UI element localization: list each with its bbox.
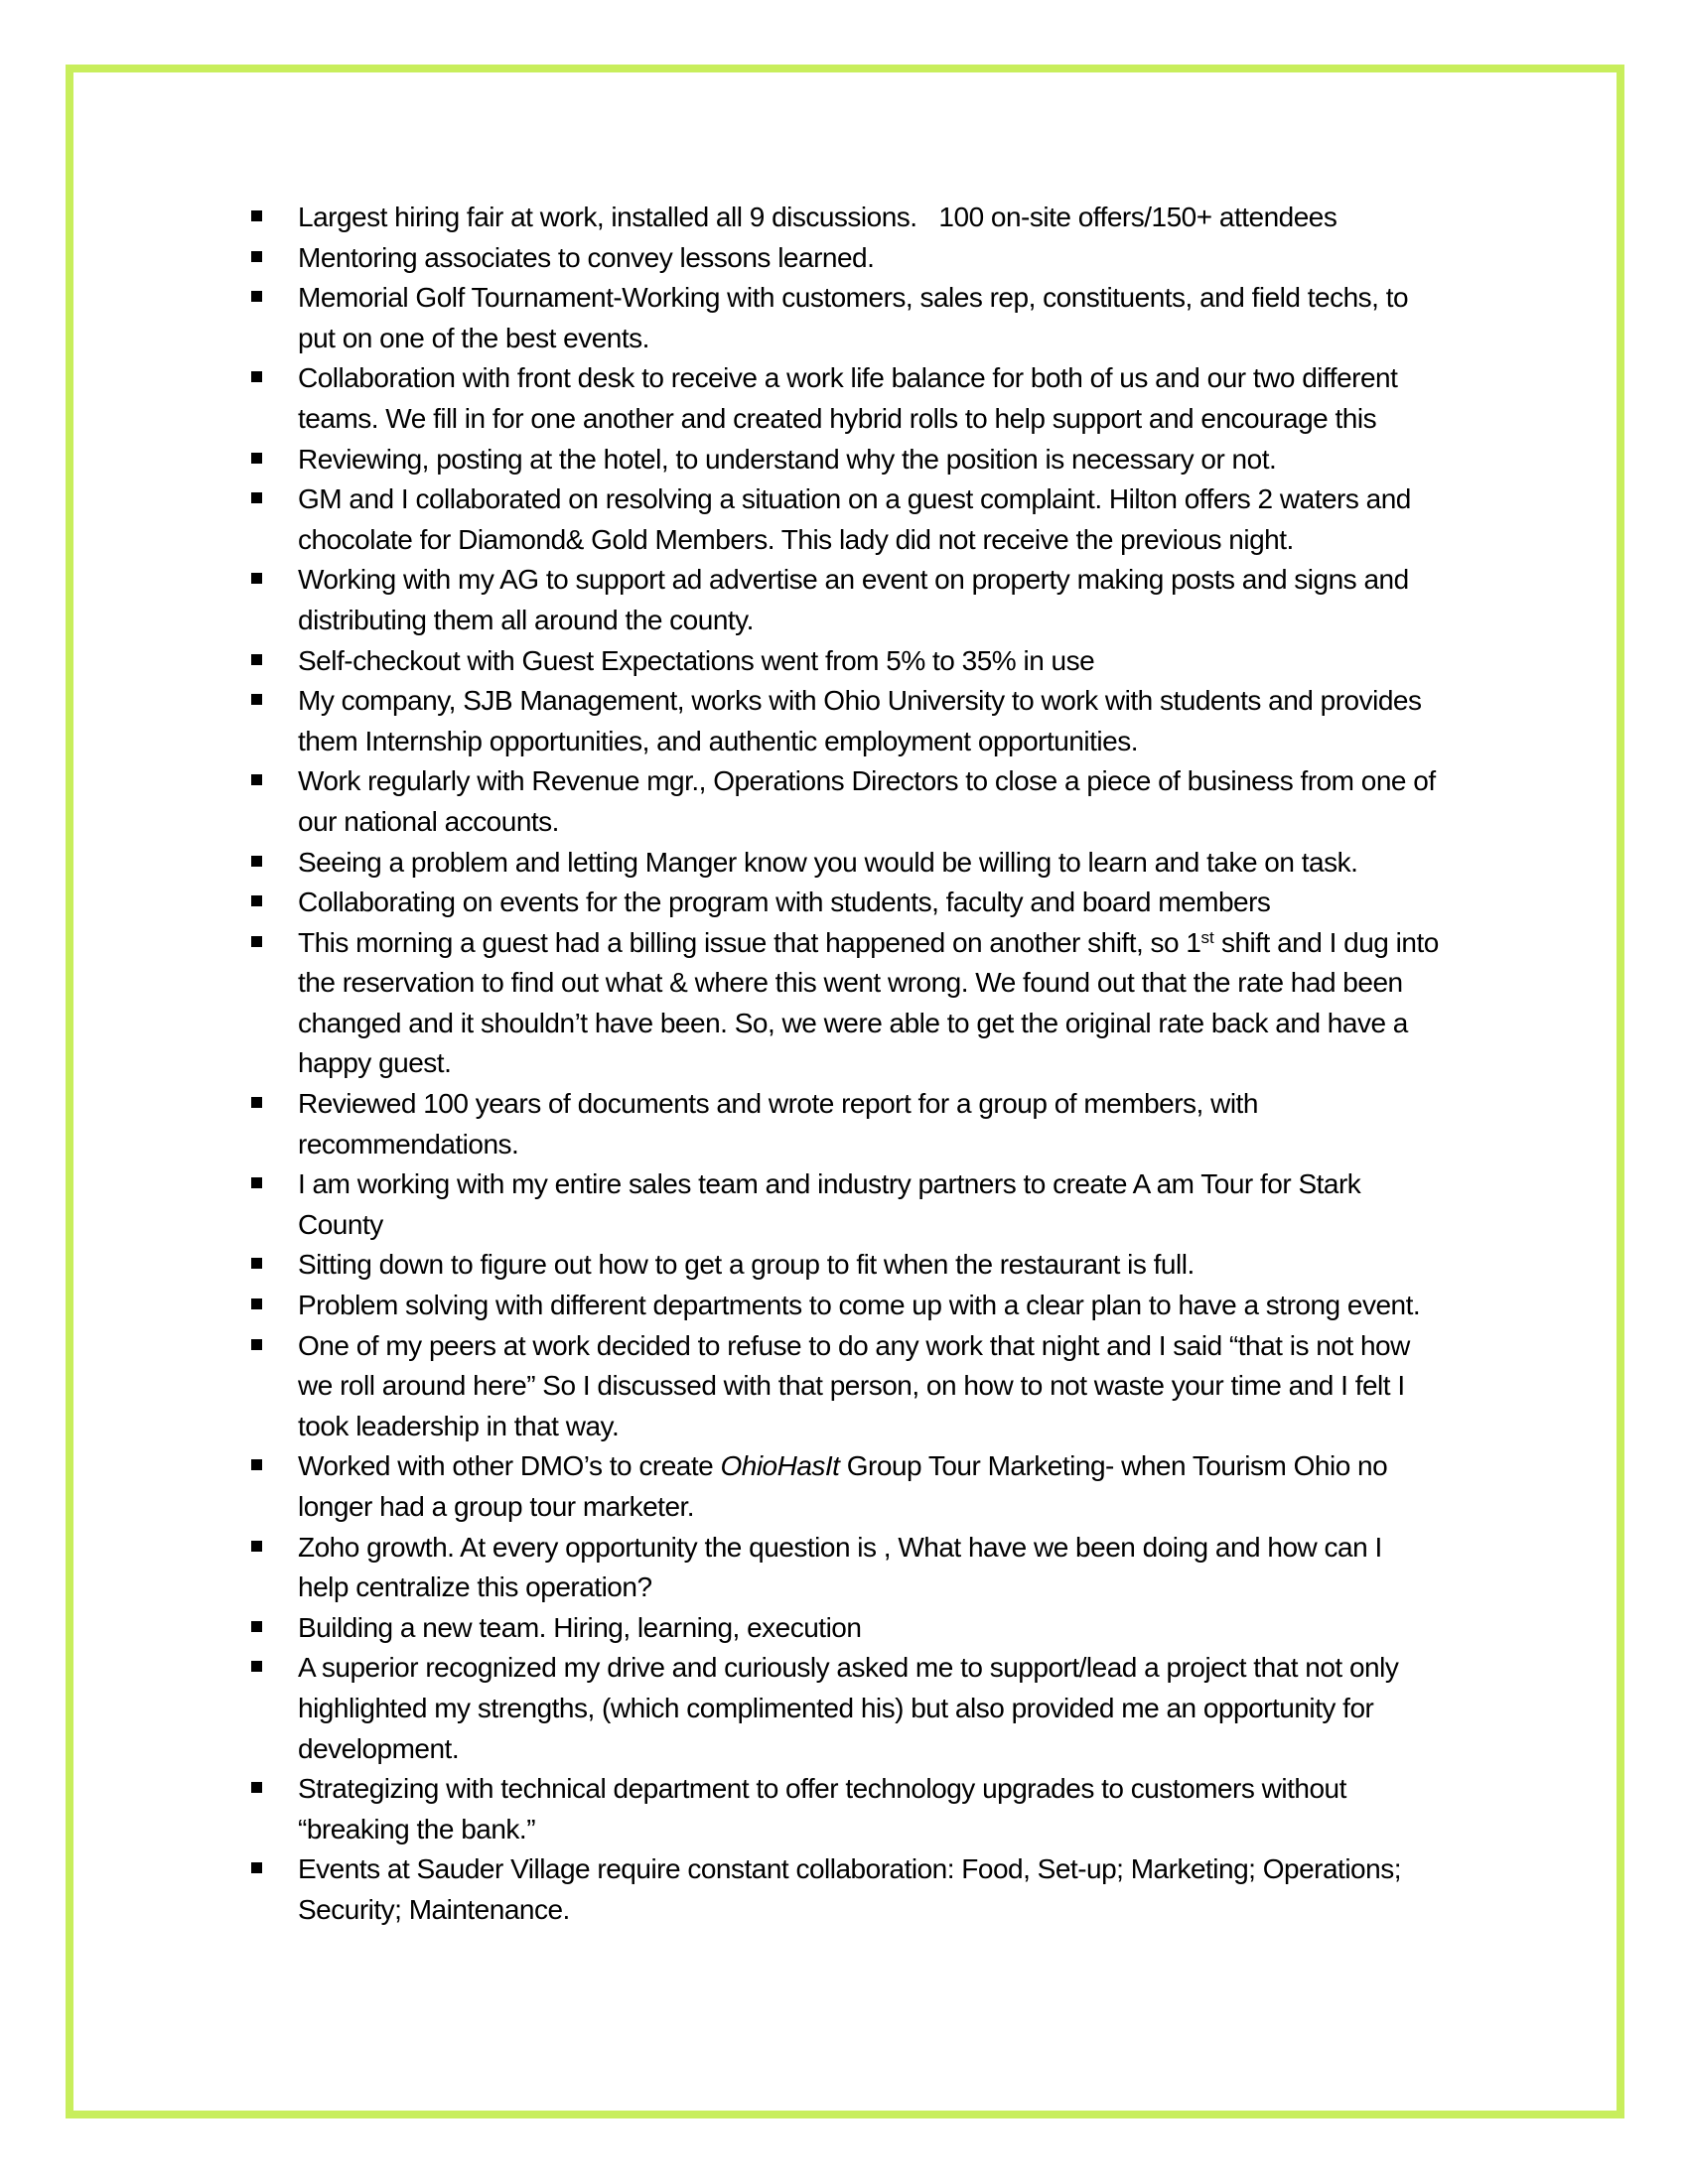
text-line: Work regularly with Revenue mgr., Operations Directors to close a piece of business from one of xyxy=(298,765,1436,797)
bullet-square-icon xyxy=(251,251,262,262)
bullet-square-icon xyxy=(251,1258,262,1269)
text-line: Security; Maintenance. xyxy=(298,1893,570,1925)
text-line: longer had a group tour marketer. xyxy=(298,1491,695,1522)
bullet-cell xyxy=(251,560,298,640)
text-line: development. xyxy=(298,1732,460,1764)
list-item-text xyxy=(298,1446,1387,1527)
list-item xyxy=(251,1769,1542,1849)
text-line: them Internship opportunities, and authentic employment opportunities. xyxy=(298,725,1138,756)
list-item-text xyxy=(298,440,1276,480)
bullet-cell xyxy=(251,923,298,1084)
list-item xyxy=(251,923,1542,1084)
bullet-cell xyxy=(251,1245,298,1286)
bullet-square-icon xyxy=(251,1177,262,1188)
text-line: put on one of the best events. xyxy=(298,322,649,353)
bullet-square-icon xyxy=(251,654,262,665)
text-line: GM and I collaborated on resolving a situation on a guest complaint. Hilton offers 2 waters and xyxy=(298,483,1411,515)
list-item xyxy=(251,1849,1542,1930)
bullet-cell xyxy=(251,1528,298,1608)
bullet-square-icon xyxy=(251,1661,262,1672)
text-line: chocolate for Diamond& Gold Members. This lady did not receive the previous night. xyxy=(298,523,1294,555)
bullet-square-icon xyxy=(251,492,262,503)
bullet-cell xyxy=(251,883,298,923)
bullet-square-icon xyxy=(251,1097,262,1108)
bullet-square-icon xyxy=(251,1298,262,1309)
bullet-list xyxy=(251,198,1542,1931)
text-line: recommendations. xyxy=(298,1128,519,1160)
bullet-cell xyxy=(251,198,298,238)
list-item-text xyxy=(298,1164,1360,1245)
list-item xyxy=(251,681,1542,761)
list-item xyxy=(251,1164,1542,1245)
text-line: Largest hiring fair at work, installed all 9 discussions. 100 on-site offers/150+ attendees xyxy=(298,202,1337,232)
bullet-square-icon xyxy=(251,1339,262,1350)
list-item-text xyxy=(298,681,1421,761)
bullet-cell xyxy=(251,1648,298,1769)
list-item-text xyxy=(298,843,1357,884)
bullet-square-icon xyxy=(251,774,262,785)
list-item-text xyxy=(298,883,1270,923)
list-item-text xyxy=(298,641,1094,682)
list-item-text xyxy=(298,1084,1258,1164)
list-item-text xyxy=(298,238,874,279)
list-item-text xyxy=(298,1528,1382,1608)
text-line: Working with my AG to support ad advertise an event on property making posts and signs and xyxy=(298,564,1409,596)
list-item xyxy=(251,1648,1542,1769)
list-item xyxy=(251,1608,1542,1649)
text-line: distributing them all around the county. xyxy=(298,604,754,635)
bullet-cell xyxy=(251,1608,298,1649)
text-line: County xyxy=(298,1208,383,1240)
text-line: One of my peers at work decided to refuse to do any work that night and I said “that is not how xyxy=(298,1329,1410,1361)
bullet-cell xyxy=(251,358,298,439)
bullet-square-icon xyxy=(251,694,262,705)
bullet-cell xyxy=(251,641,298,682)
bullet-cell xyxy=(251,1769,298,1849)
text-line: Building a new team. Hiring, learning, execution xyxy=(298,1611,862,1643)
text-line: Reviewing, posting at the hotel, to understand why the position is necessary or not. xyxy=(298,443,1277,475)
list-item xyxy=(251,278,1542,358)
bullet-cell xyxy=(251,1326,298,1447)
list-item-text xyxy=(298,1608,861,1649)
list-item xyxy=(251,843,1542,884)
text-line: Collaborating on events for the program with students, faculty and board members xyxy=(298,887,1271,918)
text-line: Sitting down to figure out how to get a group to fit when the restaurant is full. xyxy=(298,1249,1195,1281)
text-line: changed and it shouldn’t have been. So, we were able to get the original rate back and have a xyxy=(298,1007,1408,1038)
list-item-text xyxy=(298,358,1397,439)
list-item-text xyxy=(298,1286,1420,1326)
list-item xyxy=(251,198,1542,238)
text-line: teams. We fill in for one another and created hybrid rolls to help support and encourage this xyxy=(298,402,1377,434)
list-item xyxy=(251,479,1542,560)
bullet-cell xyxy=(251,479,298,560)
list-item xyxy=(251,1446,1542,1527)
text-line: help centralize this operation? xyxy=(298,1571,652,1603)
list-item xyxy=(251,761,1542,842)
bullet-square-icon xyxy=(251,1621,262,1632)
text-line: This morning a guest had a billing issue that happened on another shift, so 1st shift and I dug into xyxy=(298,926,1439,958)
bullet-cell xyxy=(251,1849,298,1930)
text-line: Strategizing with technical department to offer technology upgrades to customers without xyxy=(298,1773,1346,1805)
bullet-cell xyxy=(251,1164,298,1245)
list-item xyxy=(251,1245,1542,1286)
text-line: Zoho growth. At every opportunity the question is , What have we been doing and how can I xyxy=(298,1531,1382,1563)
bullet-square-icon xyxy=(251,453,262,464)
bullet-square-icon xyxy=(251,210,262,221)
text-line: Self-checkout with Guest Expectations went from 5% to 35% in use xyxy=(298,644,1095,676)
list-item xyxy=(251,1286,1542,1326)
list-item-text xyxy=(298,1648,1398,1769)
list-item xyxy=(251,358,1542,439)
text-line: our national accounts. xyxy=(298,805,559,837)
list-item-text xyxy=(298,479,1411,560)
text-line: My company, SJB Management, works with Ohio University to work with students and provides xyxy=(298,685,1422,717)
list-item xyxy=(251,1528,1542,1608)
list-item xyxy=(251,560,1542,640)
text-line: Collaboration with front desk to receive a work life balance for both of us and our two different xyxy=(298,362,1398,394)
bullet-square-icon xyxy=(251,1459,262,1470)
superscript-text: st xyxy=(1200,927,1214,947)
text-line: took leadership in that way. xyxy=(298,1410,620,1441)
text-line: Worked with other DMO’s to create OhioHasIt Group Tour Marketing- when Tourism Ohio no xyxy=(298,1450,1388,1482)
list-item-text xyxy=(298,278,1408,358)
bullet-cell xyxy=(251,761,298,842)
bullet-cell xyxy=(251,1084,298,1164)
list-item-text xyxy=(298,560,1409,640)
bullet-cell xyxy=(251,1446,298,1527)
bullet-cell xyxy=(251,843,298,884)
text-line: I am working with my entire sales team and industry partners to create A am Tour for Stark xyxy=(298,1168,1361,1200)
list-item-text xyxy=(298,923,1439,1084)
text-line: “breaking the bank.” xyxy=(298,1813,536,1844)
list-item xyxy=(251,238,1542,279)
list-item xyxy=(251,1326,1542,1447)
bullet-square-icon xyxy=(251,371,262,382)
text-line: Memorial Golf Tournament-Working with customers, sales rep, constituents, and field techs, to xyxy=(298,282,1409,314)
list-item-text xyxy=(298,761,1436,842)
bullet-cell xyxy=(251,278,298,358)
text-line: Reviewed 100 years of documents and wrote report for a group of members, with xyxy=(298,1088,1258,1120)
list-item-text xyxy=(298,198,1336,238)
bullet-cell xyxy=(251,1286,298,1326)
bullet-cell xyxy=(251,440,298,480)
bullet-square-icon xyxy=(251,1862,262,1873)
list-item-text xyxy=(298,1849,1401,1930)
list-item xyxy=(251,883,1542,923)
bullet-square-icon xyxy=(251,936,262,947)
italic-text: OhioHasIt xyxy=(720,1450,840,1482)
bullet-square-icon xyxy=(251,1541,262,1552)
list-item xyxy=(251,440,1542,480)
text-line: Events at Sauder Village require constant collaboration: Food, Set-up; Marketing; Operations; xyxy=(298,1853,1401,1885)
text-line: highlighted my strengths, (which complimented his) but also provided me an opportunity for xyxy=(298,1692,1374,1723)
text-line: Mentoring associates to convey lessons learned. xyxy=(298,241,875,273)
bullet-square-icon xyxy=(251,291,262,302)
bullet-square-icon xyxy=(251,856,262,867)
bullet-cell xyxy=(251,681,298,761)
text-line: Seeing a problem and letting Manger know you would be willing to learn and take on task. xyxy=(298,846,1358,878)
list-item-text xyxy=(298,1245,1195,1286)
list-item-text xyxy=(298,1769,1346,1849)
text-line: we roll around here” So I discussed with that person, on how to not waste your time and I felt I xyxy=(298,1370,1405,1402)
list-item-text xyxy=(298,1326,1410,1447)
text-line: the reservation to find out what & where this went wrong. We found out that the rate had been xyxy=(298,967,1403,999)
text-line: Problem solving with different departments to come up with a clear plan to have a strong event. xyxy=(298,1290,1421,1321)
list-item xyxy=(251,1084,1542,1164)
bullet-square-icon xyxy=(251,1782,262,1793)
text-line: A superior recognized my drive and curiously asked me to support/lead a project that not only xyxy=(298,1652,1399,1684)
text-line: happy guest. xyxy=(298,1047,452,1079)
bullet-square-icon xyxy=(251,573,262,584)
bullet-cell xyxy=(251,238,298,279)
list-item xyxy=(251,641,1542,682)
bullet-square-icon xyxy=(251,895,262,906)
